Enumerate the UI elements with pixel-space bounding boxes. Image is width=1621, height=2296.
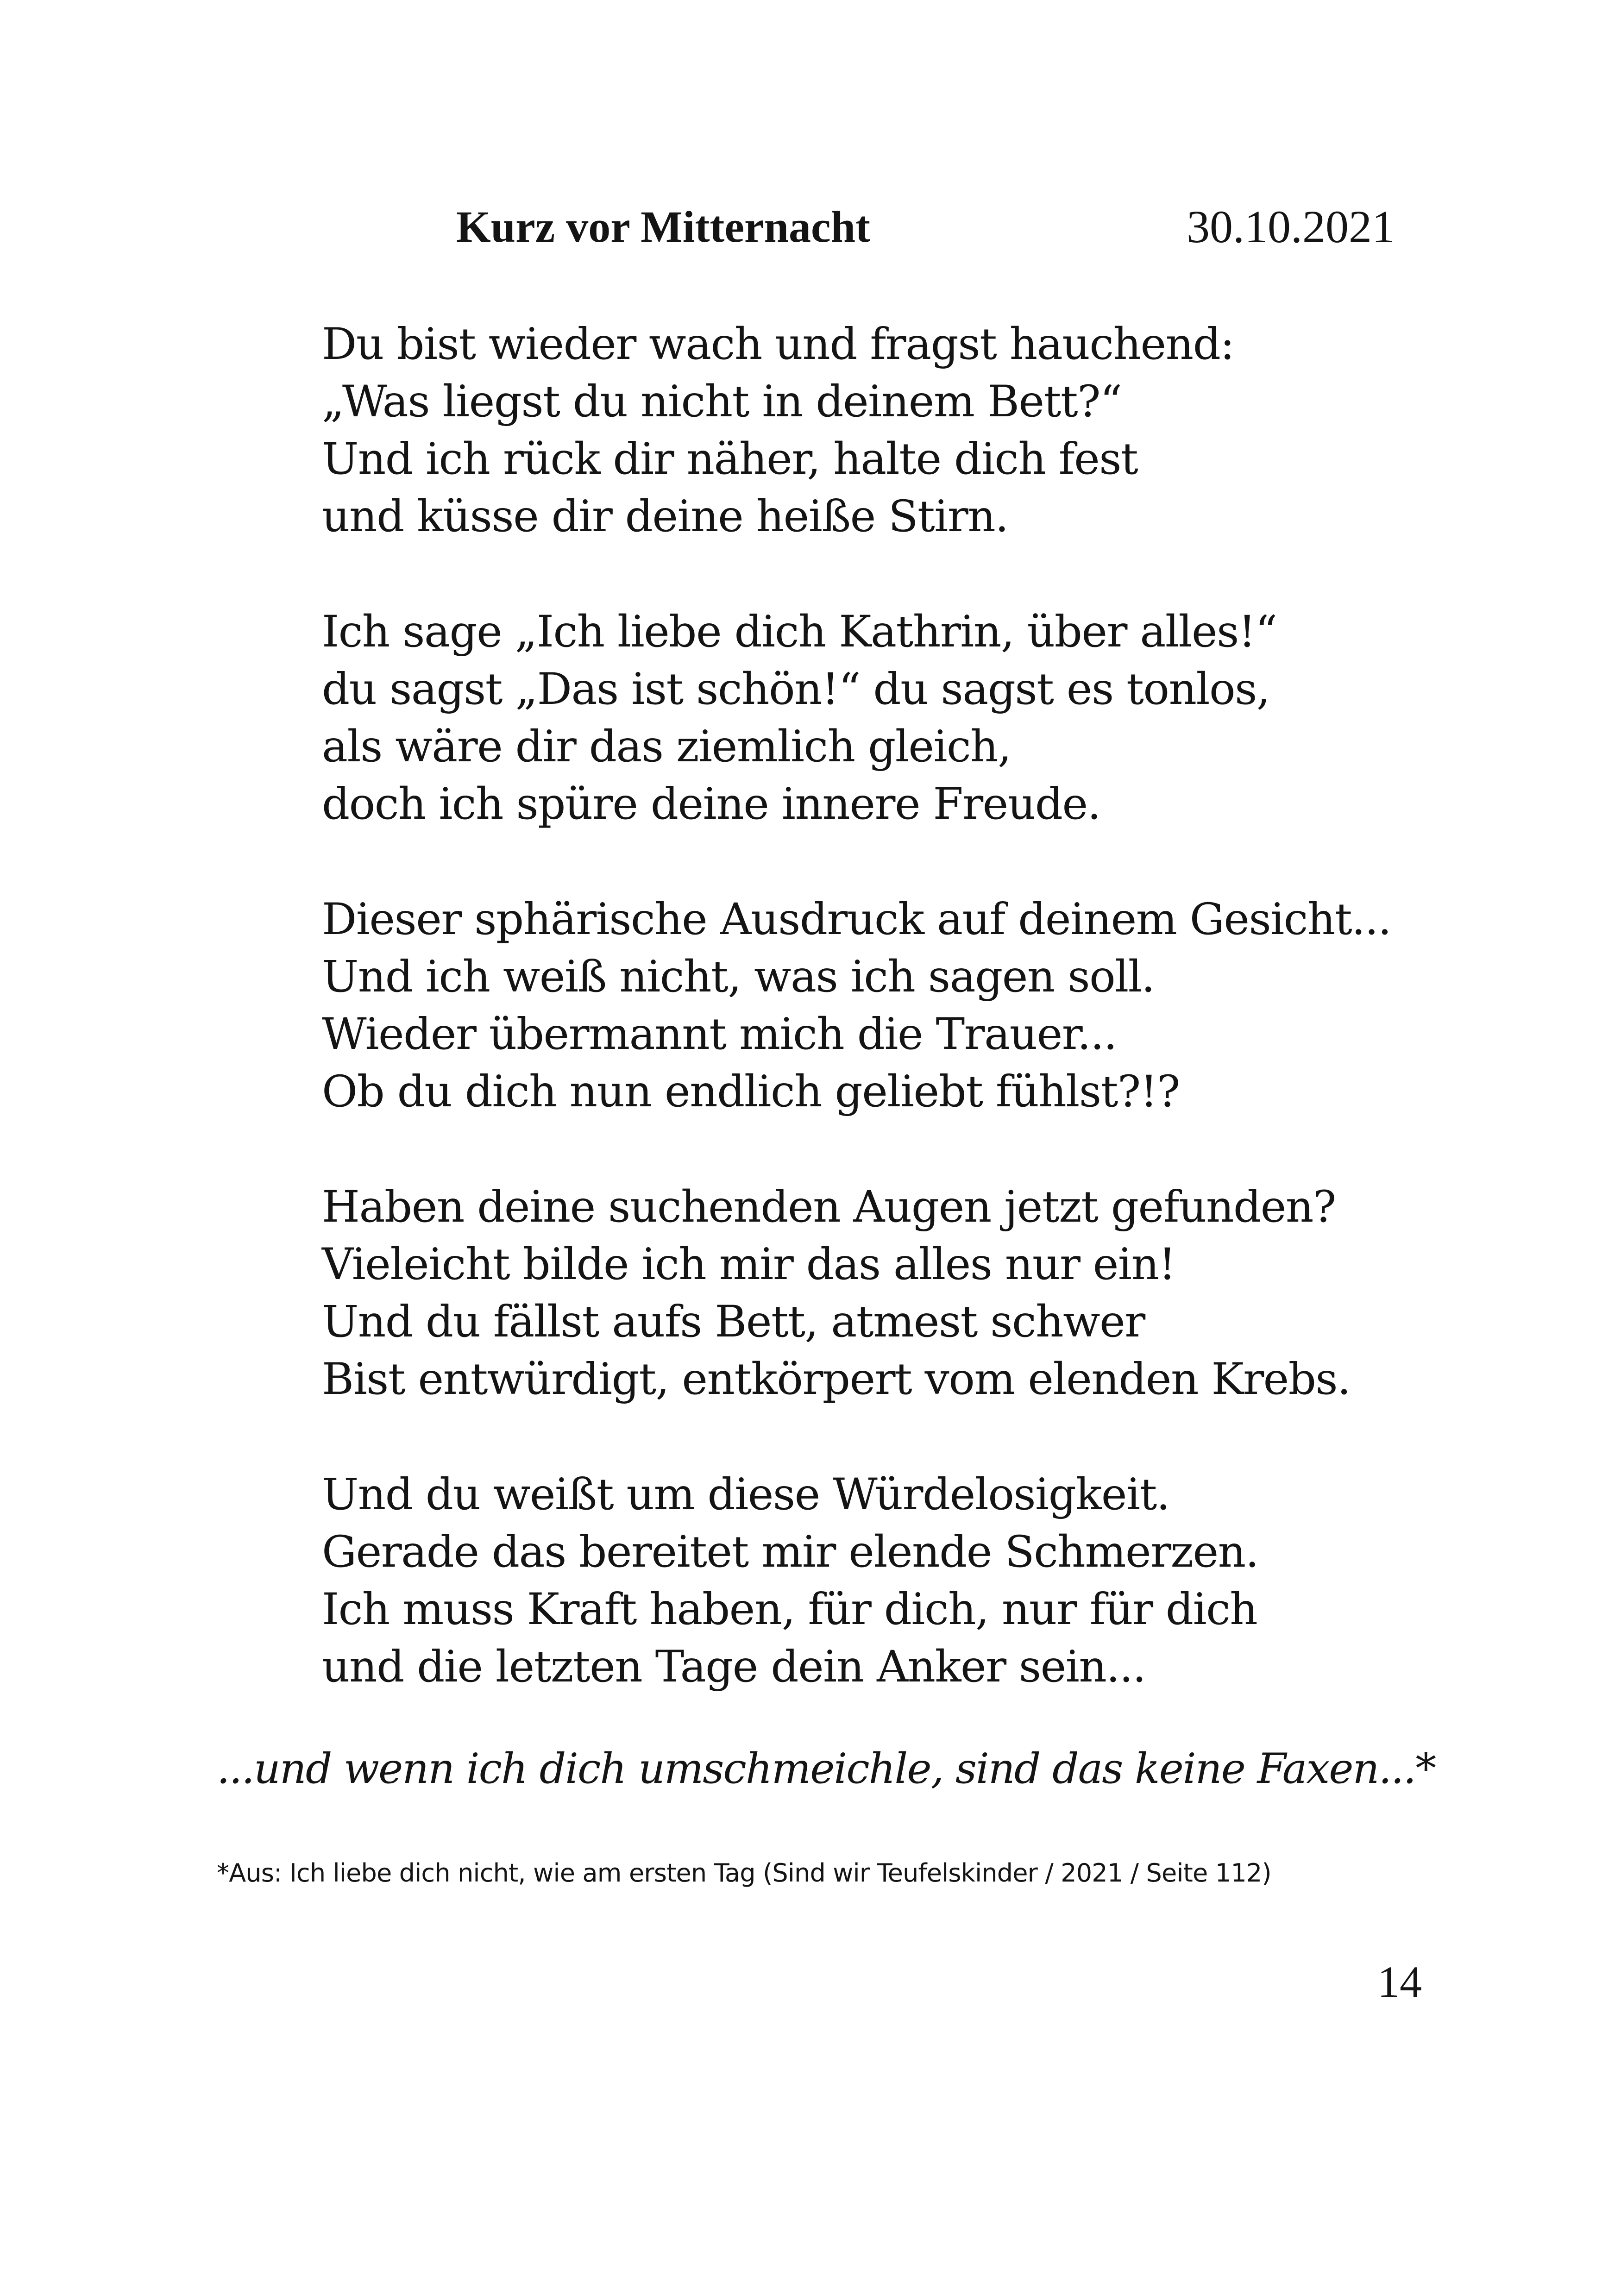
- poem-line: Ob du dich nun endlich geliebt fühlst?!?: [322, 1066, 1180, 1117]
- stanza: [322, 603, 1480, 833]
- poem-line: Und du weißt um diese Würdelosigkeit.: [322, 1469, 1170, 1520]
- poem-date: 30.10.2021: [1187, 201, 1395, 252]
- poem-line: Wieder übermannt mich die Trauer...: [322, 1009, 1117, 1060]
- poem-line: Bist entwürdigt, entkörpert vom elenden Krebs.: [322, 1354, 1351, 1405]
- stanza: [322, 1179, 1480, 1408]
- stanza: [322, 891, 1480, 1121]
- footnote: *Aus: Ich liebe dich nicht, wie am ersten Tag (Sind wir Teufelskinder / 2021 / Seite 112): [217, 1858, 1271, 1888]
- stanza: [322, 1466, 1480, 1696]
- poem-line: Vieleicht bilde ich mir das alles nur ein!: [322, 1239, 1175, 1290]
- page-number: 14: [1377, 1957, 1422, 2007]
- epigraph-quote: ...und wenn ich dich umschmeichle, sind das keine Faxen...*: [217, 1744, 1436, 1793]
- stanza: [322, 316, 1480, 546]
- poem-line: Du bist wieder wach und fragst hauchend:: [322, 319, 1234, 370]
- poem-line: Haben deine suchenden Augen jetzt gefunden?: [322, 1182, 1336, 1232]
- poem-line: Und ich weiß nicht, was ich sagen soll.: [322, 952, 1155, 1002]
- poem-line: Und ich rück dir näher, halte dich fest: [322, 434, 1138, 484]
- poem-line: Ich sage „Ich liebe dich Kathrin, über alles!“: [322, 607, 1277, 657]
- poem-line: Ich muss Kraft haben, für dich, nur für dich: [322, 1584, 1257, 1635]
- poem-line: Dieser sphärische Ausdruck auf deinem Gesicht...: [322, 894, 1391, 945]
- poem-line: Und du fällst aufs Bett, atmest schwer: [322, 1297, 1145, 1347]
- poem-line: Gerade das bereitet mir elende Schmerzen.: [322, 1527, 1259, 1577]
- poem-line: als wäre dir das ziemlich gleich,: [322, 721, 1011, 772]
- poem-line: du sagst „Das ist schön!“ du sagst es tonlos,: [322, 664, 1270, 715]
- poem-line: „Was liegst du nicht in deinem Bett?“: [322, 376, 1122, 427]
- poem-title: Kurz vor Mitternacht: [456, 202, 870, 251]
- poem-body: [322, 316, 1480, 1754]
- poem-line: doch ich spüre deine innere Freude.: [322, 779, 1100, 829]
- poem-line: und küsse dir deine heiße Stirn.: [322, 491, 1008, 542]
- poem-line: und die letzten Tage dein Anker sein...: [322, 1642, 1146, 1692]
